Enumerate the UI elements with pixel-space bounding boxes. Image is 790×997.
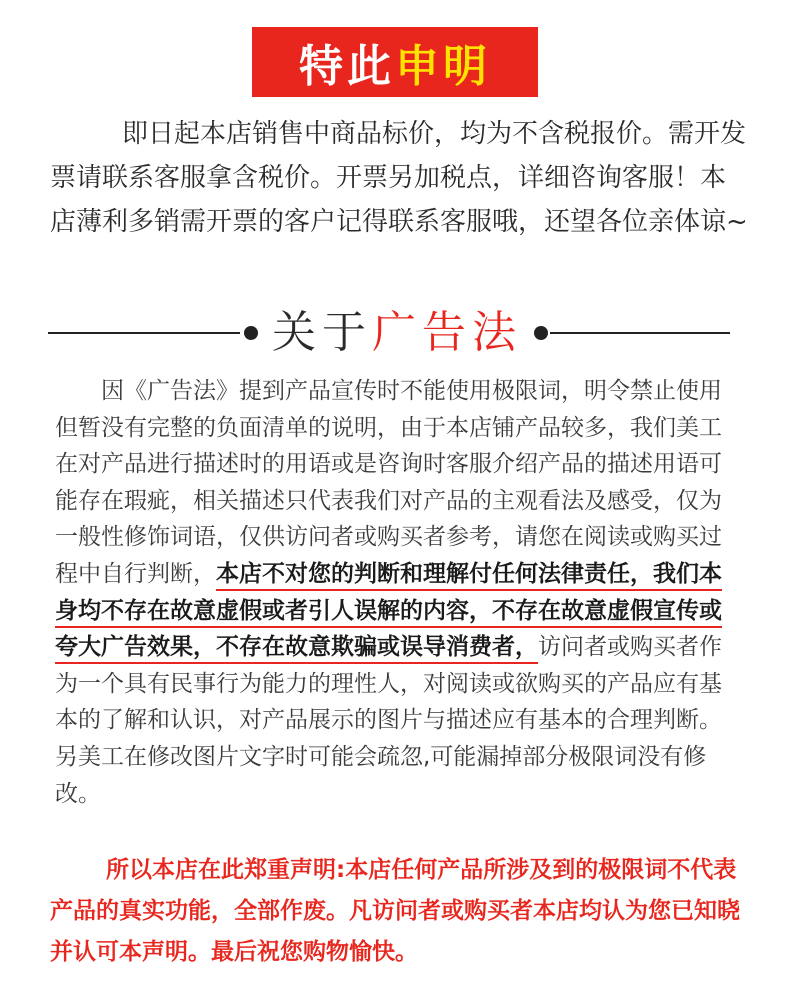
declaration-text: 所以本店在此郑重声明:本店任何产品所涉及到的极限词不代表产品的真实功能，全部作废。凡访问者或购买者本店均认为您已知晓并认可本声明。最后祝您购物愉快。 — [50, 857, 740, 965]
header-banner — [252, 27, 538, 97]
section-title — [262, 305, 532, 361]
declaration-paragraph — [50, 850, 740, 973]
divider-line-right — [550, 332, 730, 334]
body-text-part1: 因《广告法》提到产品宣传时不能使用极限词，明令禁止使用但暂没有完整的负面清单的说明，由于本店铺产品较多，我们美工在对产品进行描述时的用语或是咨询时客服介绍产品的描述用语可能存在瑕疵，相关描述只代表我们对产品的主观看法及感受，仅为一般性修饰词语，仅供访问者或购买者参考，请您在阅读或购买过程中自行判断， — [55, 378, 722, 587]
section-title-red: 广告法 — [372, 307, 522, 358]
divider-line-left — [48, 332, 240, 334]
notice-text: 即日起本店销售中商品标价，均为不含税报价。需开发票请联系客服拿含税价。开票另加税点，详细咨询客服！本店薄利多销需开票的客户记得联系客服哦，还望各位亲体谅~ — [50, 119, 748, 237]
section-divider — [48, 305, 730, 361]
notice-paragraph — [50, 112, 750, 244]
divider-dot-left — [244, 326, 258, 340]
section-title-black: 关于 — [272, 307, 372, 358]
divider-dot-right — [534, 326, 548, 340]
header-title-white: 特此 — [299, 41, 395, 92]
header-title-yellow: 申明 — [395, 41, 491, 92]
body-emphasis: 本店不对您的判断和理解付任何法律责任，我们本身均不存在故意虚假或者引人误解的内容，不存在故意虚假宣传或夸大广告效果，不存在故意欺骗或误导消费者， — [55, 561, 722, 664]
advertising-law-paragraph — [55, 373, 735, 812]
body-text-part2: 访问者或购买者作为一个具有民事行为能力的理性人，对阅读或欲购买的产品应有基本的了解和认识，对产品展示的图片与描述应有基本的合理判断。另美工在修改图片文字时可能会疏忽,可能漏掉部分极限词没有修改。 — [55, 634, 722, 807]
